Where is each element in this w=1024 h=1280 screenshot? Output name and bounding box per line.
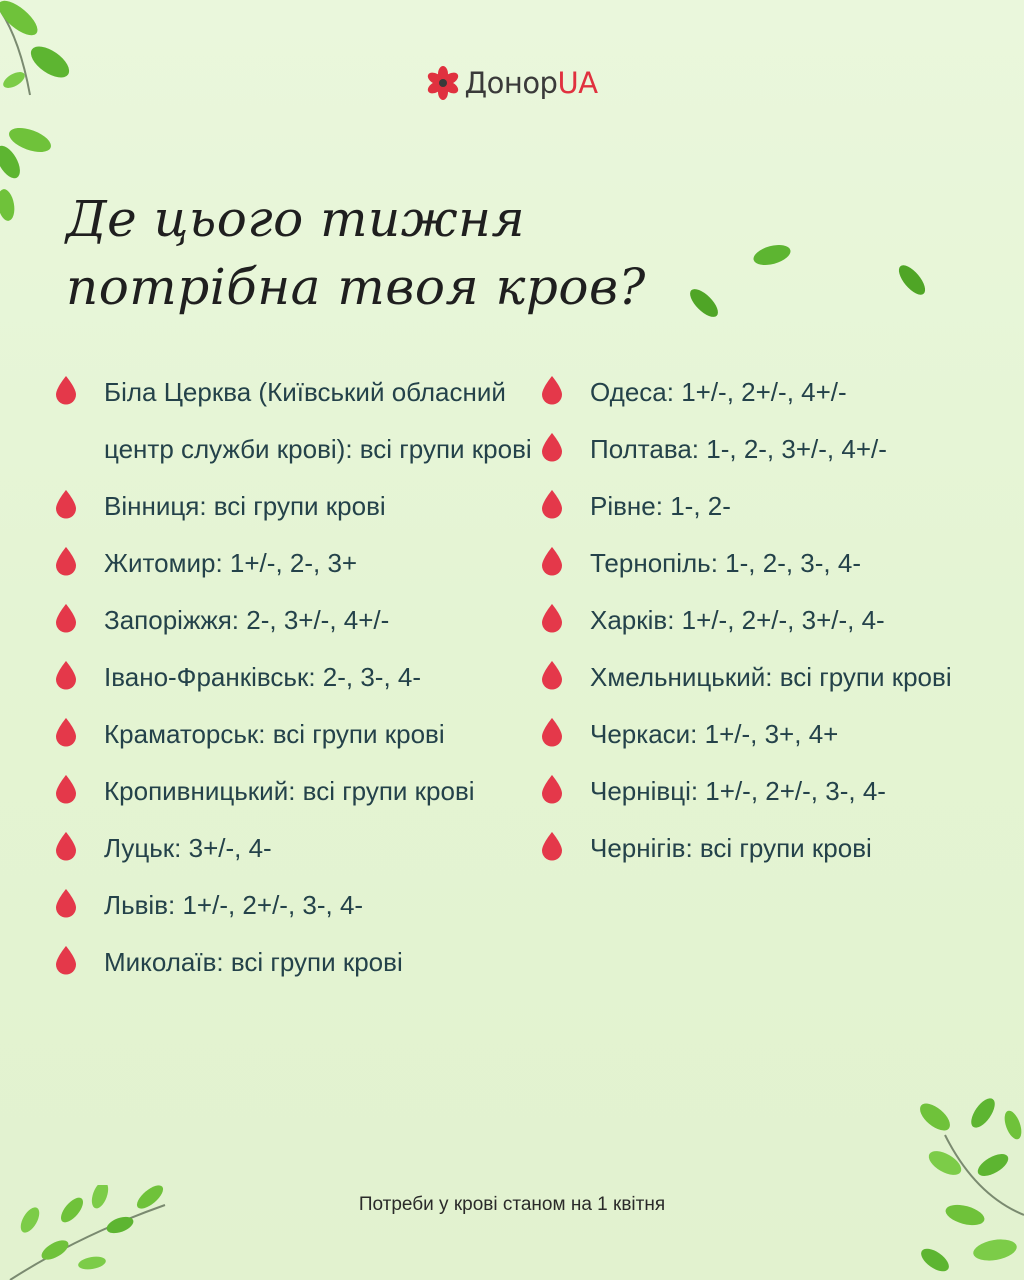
list-item-text: Тернопіль: 1-, 2-, 3-, 4- — [590, 548, 861, 578]
blood-drop-icon — [54, 660, 78, 690]
list-item-text: Житомир: 1+/-, 2-, 3+ — [104, 548, 358, 578]
blood-drop-icon — [540, 489, 564, 519]
list-item — [540, 364, 1010, 421]
list-item — [54, 820, 534, 877]
city-list-left — [54, 364, 534, 991]
blood-drop-icon — [54, 888, 78, 918]
blood-drop-icon — [54, 489, 78, 519]
title-line-2: потрібна твоя кров? — [66, 258, 646, 316]
blood-drop-icon — [540, 432, 564, 462]
blood-drop-icon — [540, 774, 564, 804]
brand-logo — [0, 66, 1024, 100]
floating-leaves-decoration — [680, 235, 940, 330]
brand-name-main: Донор — [464, 66, 558, 100]
list-item-text: Полтава: 1-, 2-, 3+/-, 4+/- — [590, 434, 887, 464]
list-item — [540, 649, 1010, 706]
brand-name-accent: UA — [557, 66, 598, 100]
list-item — [54, 364, 534, 478]
list-item — [54, 763, 534, 820]
brand-name — [464, 66, 597, 100]
footnote: Потреби у крові станом на 1 квітня — [358, 1194, 666, 1215]
blood-drop-icon — [54, 717, 78, 747]
list-item-text: Запоріжжя: 2-, 3+/-, 4+/- — [104, 605, 390, 635]
blood-drop-icon — [54, 945, 78, 975]
flower-logo-icon — [426, 66, 460, 100]
list-item — [540, 820, 1010, 877]
list-item-text: Чернігів: всі групи крові — [590, 833, 872, 863]
list-item — [54, 706, 534, 763]
blood-drop-icon — [540, 717, 564, 747]
list-item — [54, 535, 534, 592]
list-item-text: Рівне: 1-, 2- — [590, 491, 731, 521]
city-list-right — [540, 364, 1010, 877]
blood-drop-icon — [540, 375, 564, 405]
blood-drop-icon — [540, 603, 564, 633]
blood-drop-icon — [540, 831, 564, 861]
list-item-text: Біла Церква (Київський обласний центр служби крові): всі групи крові — [104, 377, 532, 464]
list-item-text: Миколаїв: всі групи крові — [104, 947, 403, 977]
leaves-bottom-right-decoration — [905, 1095, 1024, 1280]
list-item — [540, 535, 1010, 592]
list-item-text: Львів: 1+/-, 2+/-, 3-, 4- — [104, 890, 364, 920]
list-item — [540, 592, 1010, 649]
blood-drop-icon — [54, 603, 78, 633]
list-item-text: Кропивницький: всі групи крові — [104, 776, 475, 806]
list-item-text: Краматорськ: всі групи крові — [104, 719, 445, 749]
list-item — [540, 763, 1010, 820]
list-item-text: Одеса: 1+/-, 2+/-, 4+/- — [590, 377, 847, 407]
list-item — [54, 478, 534, 535]
list-item — [540, 421, 1010, 478]
blood-drop-icon — [540, 546, 564, 576]
blood-drop-icon — [54, 774, 78, 804]
page-title — [66, 185, 646, 321]
list-item-text: Хмельницький: всі групи крові — [590, 662, 952, 692]
list-item — [54, 592, 534, 649]
list-item — [54, 934, 534, 991]
list-item-text: Чернівці: 1+/-, 2+/-, 3-, 4- — [590, 776, 886, 806]
list-item — [54, 649, 534, 706]
list-item-text: Харків: 1+/-, 2+/-, 3+/-, 4- — [590, 605, 885, 635]
list-item — [540, 478, 1010, 535]
list-item-text: Івано-Франківськ: 2-, 3-, 4- — [104, 662, 422, 692]
list-item — [54, 877, 534, 934]
blood-drop-icon — [54, 831, 78, 861]
list-item — [540, 706, 1010, 763]
blood-drop-icon — [54, 375, 78, 405]
blood-drop-icon — [54, 546, 78, 576]
list-item-text: Луцьк: 3+/-, 4- — [104, 833, 272, 863]
blood-drop-icon — [540, 660, 564, 690]
list-item-text: Черкаси: 1+/-, 3+, 4+ — [590, 719, 839, 749]
list-item-text: Вінниця: всі групи крові — [104, 491, 386, 521]
title-line-1: Де цього тижня — [66, 190, 526, 248]
